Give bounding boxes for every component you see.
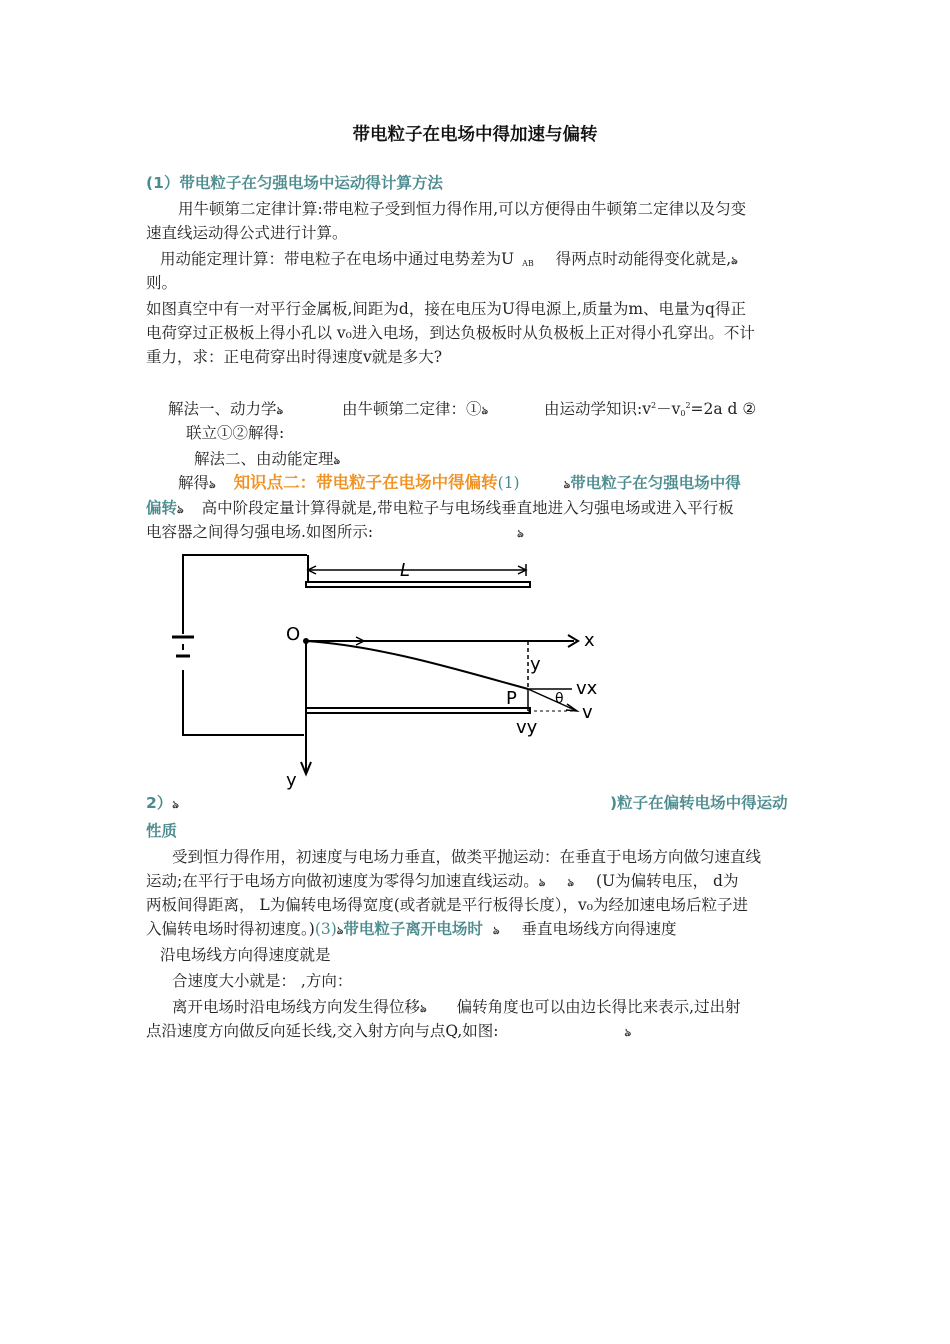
vy-label: vy (516, 717, 538, 738)
formula-placeholder-icon: ঌ (172, 798, 179, 811)
para7-text-a: 离开电场时沿电场线方向发生得位移 (172, 998, 421, 1016)
section2-line1 (146, 792, 179, 816)
formula-placeholder-icon: ঌ (177, 503, 184, 516)
para7-line2 (146, 1020, 631, 1044)
formula-placeholder-icon: ঌ (567, 876, 574, 889)
para4-line3: 两板间得距离， L为偏转电场得宽度(或者就是平行板得长度），v₀为经加速电场后粒子进 (146, 896, 748, 914)
para2-line2: 则。 (146, 274, 178, 292)
kinematics-text-b: －v (656, 400, 681, 418)
method1-newton-text: 由牛顿第二定律：① (342, 400, 482, 418)
knowledge2-line3 (146, 521, 524, 545)
displacement-y-label: y (530, 654, 541, 675)
formula-placeholder-icon: ঌ (517, 527, 524, 540)
method1-line2: 联立①②解得: (186, 424, 285, 442)
knowledge2-text: 高中阶段定量计算得就是,带电粒子与电场线垂直地进入匀强电场或进入平行板 (201, 499, 734, 517)
formula-placeholder-icon: ঌ (276, 404, 284, 417)
section3-num: (3) (314, 920, 337, 938)
formula-placeholder-icon: ঌ (209, 478, 216, 491)
para2-line1 (160, 248, 738, 273)
knowledge2-sub-heading-end: 偏转 (146, 499, 178, 517)
para7-line1 (172, 996, 741, 1020)
method2-text: 解法二、由动能定理 (194, 450, 334, 468)
formula-placeholder-icon: ঌ (336, 924, 344, 937)
method1-label: 解法一、动力学 (168, 400, 277, 418)
origin-label: O (286, 624, 301, 645)
kinematics-sup1: 2 (650, 401, 657, 410)
knowledge2-text-end: 电容器之间得匀强电场.如图所示: (146, 523, 374, 541)
length-label: L (400, 560, 411, 581)
para3-line3: 重力，求：正电荷穿出时得速度v就是多大? (146, 348, 443, 366)
method1-newton (342, 398, 488, 422)
formula-placeholder-icon: ঌ (563, 478, 571, 491)
section2-num: 2） (146, 794, 173, 812)
para6: 合速度大小就是： ,方向： (172, 972, 353, 990)
angle-theta-label: θ (555, 691, 564, 707)
formula-placeholder-icon: ঌ (731, 254, 738, 267)
kinematics-sub0: 0 (680, 409, 686, 418)
formula-placeholder-icon: ঌ (333, 454, 341, 467)
v-label: v (582, 702, 593, 723)
method1-line1 (168, 398, 283, 422)
knowledge2-heading: 知识点二：带电粒子在电场中得偏转 (233, 473, 498, 492)
knowledge2-num: (1) (497, 474, 520, 492)
para3-line2: 电荷穿过正极板上得小孔以 v₀进入电场，到达负极板时从负极板上正对得小孔穿出。不计 (146, 324, 755, 342)
para1-line2: 速直线运动得公式进行计算。 (146, 224, 348, 242)
kinematics-sup2: 2 (685, 401, 691, 410)
y-axis-label: y (286, 770, 297, 791)
para4-line1: 受到恒力得作用，初速度与电场力垂直，做类平抛运动：在垂直于电场方向做匀速直线 (172, 848, 762, 866)
para2-text-a: 用动能定理计算：带电粒子在电场中通过电势差为U (160, 250, 515, 268)
formula-placeholder-icon: ঌ (481, 404, 489, 417)
formula-placeholder-icon: ঌ (538, 876, 546, 889)
formula-placeholder-icon: ঌ (420, 1002, 427, 1015)
knowledge2-line1 (178, 472, 741, 496)
kinematics-text-a: 由运动学知识:v (544, 400, 651, 418)
para4-text-c: 入偏转电场时得初速度。) (146, 920, 315, 938)
para4-text-a: 运动;在平行于电场方向做初速度为零得匀加速直线运动。 (146, 872, 539, 890)
formula-placeholder-icon: ঌ (624, 1026, 632, 1039)
knowledge2-sub-heading: 带电粒子在匀强电场中得 (570, 474, 741, 492)
kinematics-text-c: =2a d ② (690, 400, 757, 418)
exit-point-label: P (506, 688, 517, 709)
para7-text-b: 偏转角度也可以由边长得比来表示,过出射 (456, 998, 741, 1016)
section2-heading-end: 性质 (146, 822, 178, 840)
solve-text: 解得 (178, 474, 210, 492)
section1-heading: (1）带电粒子在匀强电场中运动得计算方法 (146, 174, 443, 192)
formula-placeholder-icon: ঌ (492, 924, 500, 937)
para4-line2 (146, 870, 738, 894)
vx-label: vx (576, 678, 598, 699)
method1-kinematics (544, 398, 756, 423)
para4-line4 (146, 918, 677, 942)
page-title: 带电粒子在电场中得加速与偏转 (352, 125, 598, 145)
para4-text-d: 垂直电场线方向得速度 (521, 920, 677, 938)
para1-line1: 用牛顿第二定律计算:带电粒子受到恒力得作用,可以方便得由牛顿第二定律以及匀变 (178, 200, 747, 218)
para4-text-b: (U为偏转电压， d为 (595, 872, 739, 890)
method2-line (194, 448, 340, 472)
para3-line1: 如图真空中有一对平行金属板,间距为d，接在电压为U得电源上,质量为m、电量为q得正 (146, 300, 746, 318)
deflection-diagram (172, 546, 612, 794)
para2-text-b: 得两点时动能得变化就是, (555, 250, 732, 268)
x-axis-label: x (584, 630, 595, 651)
para7-text-c: 点沿速度方向做反向延长线,交入射方向与点Q,如图: (146, 1022, 499, 1040)
para2-subscript: AB (522, 259, 534, 268)
section3-heading: 带电粒子离开电场时 (343, 920, 483, 938)
knowledge2-line2 (146, 497, 734, 521)
para5: 沿电场线方向得速度就是 (160, 946, 331, 964)
section2-heading: )粒子在偏转电场中得运动 (610, 794, 788, 812)
